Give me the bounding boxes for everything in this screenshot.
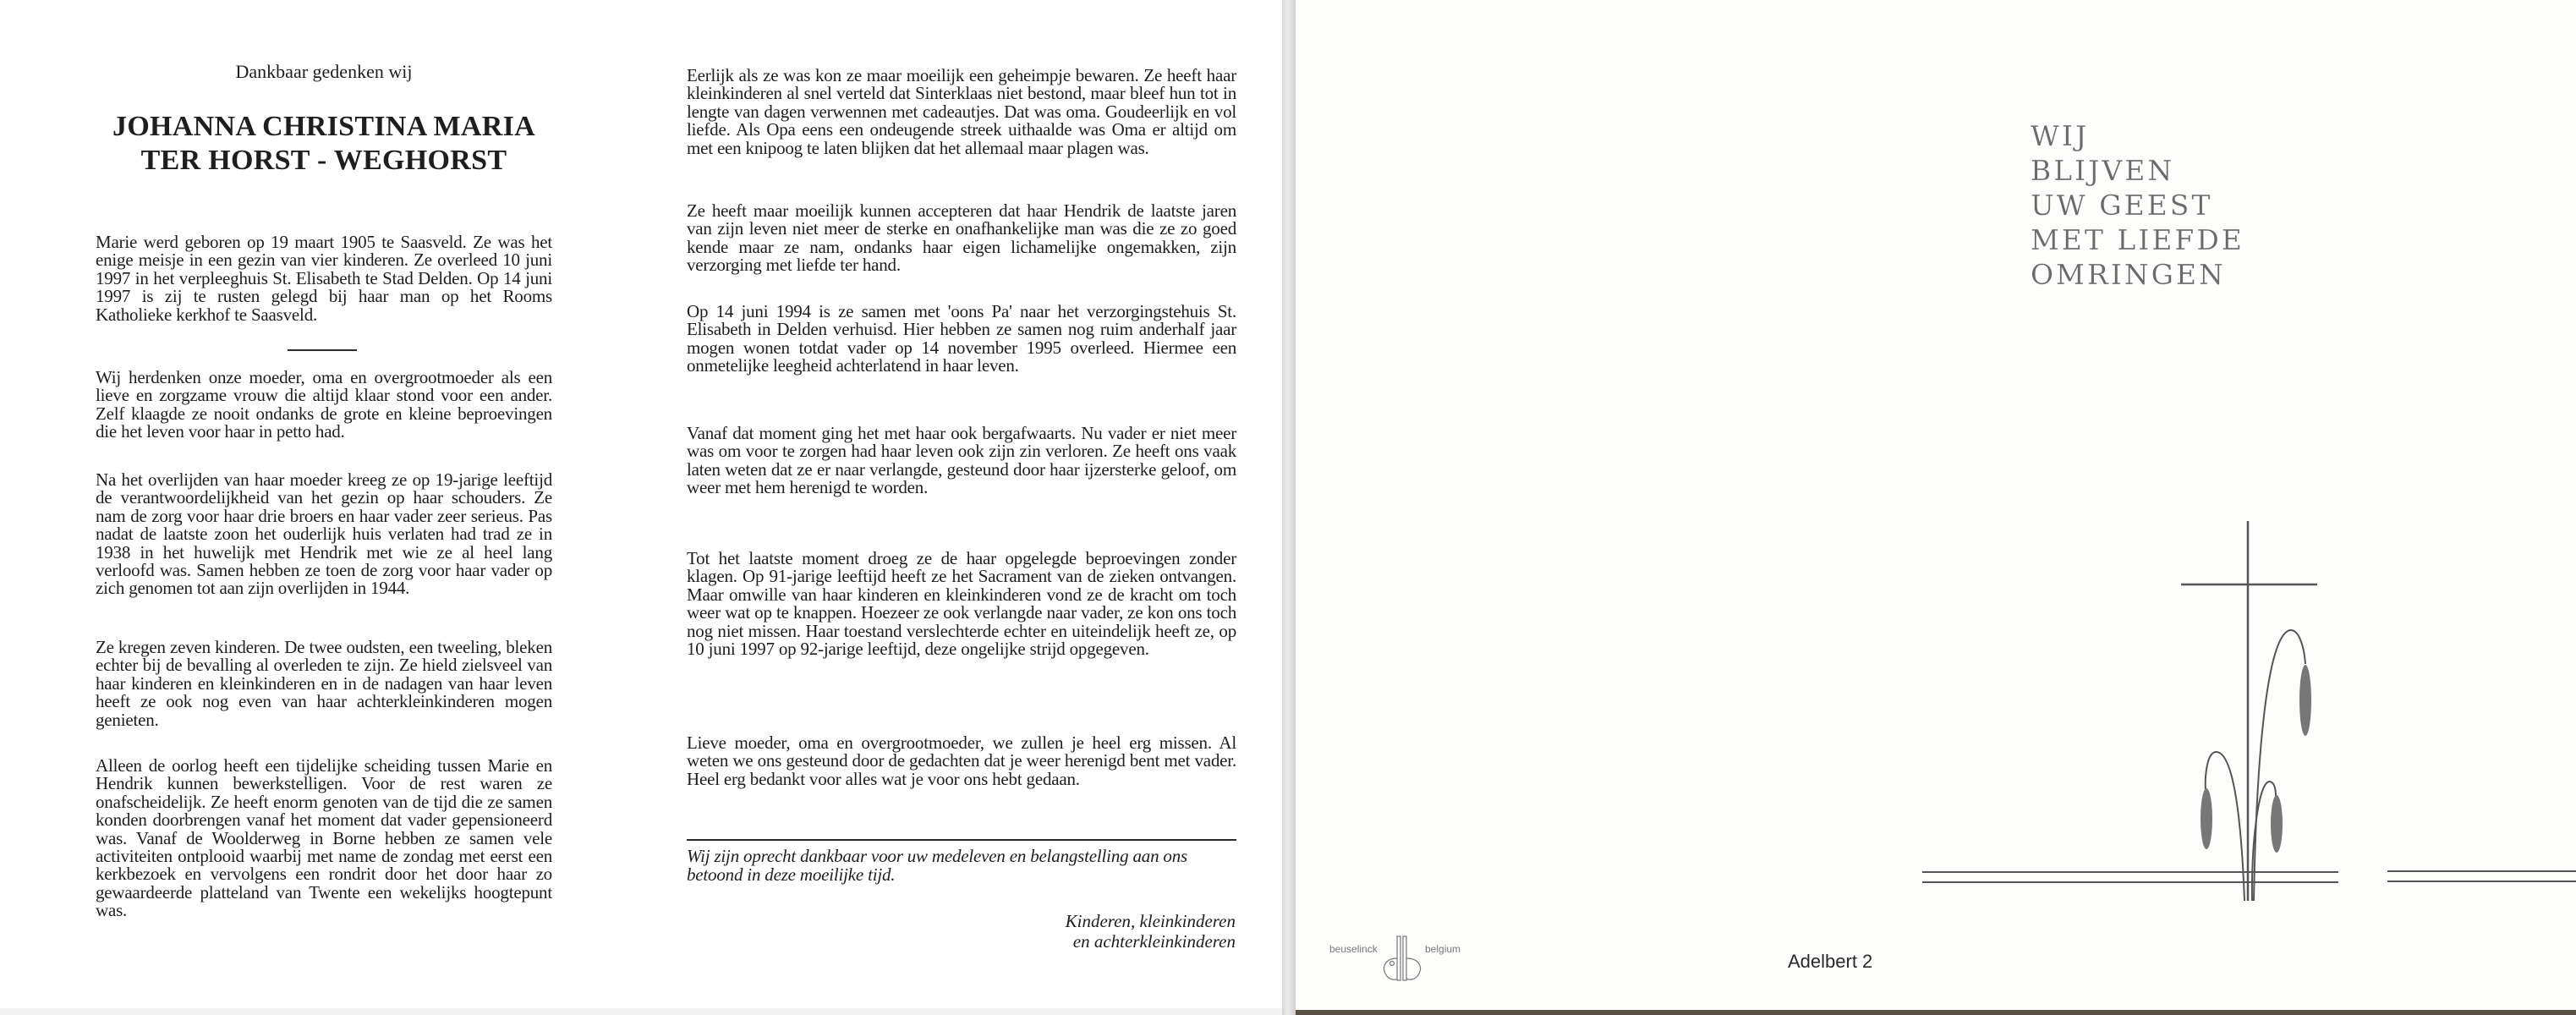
verse-line: MET LIEFDE [2031,223,2244,256]
signature-line-2: en achterkleinkinderen [1072,931,1236,952]
publisher-name: beuselinck [1329,943,1378,955]
paragraph: Lieve moeder, oma en overgrootmoeder, we zullen je heel erg missen. Al weten we ons gesteund door de gedachten dat je weer herenigd bent met vader. Heel erg bedankt voor alles wat je voor ons hebt gedaan. [687,732,1236,789]
publisher-logo [1329,935,1499,994]
verse-line: BLIJVEN [2031,154,2175,187]
wheat-stem [2254,630,2305,901]
card-model-name: Adelbert 2 [1788,951,1873,972]
wheat-ear [2299,665,2311,736]
paragraph: Vanaf dat moment ging het met haar ook bergafwaarts. Nu vader er niet meer was om voor te zorgen had haar leven ook zijn zin verloren. Ze heeft ons vaak laten weten dat ze er naar verlangde, gesteund door haar ijzersterke geloof, om weer met hem herenigd te worden. [687,423,1236,498]
name-line-1: JOHANNA CHRISTINA MARIA [112,111,535,142]
verse-line: OMRINGEN [2031,258,2226,291]
paragraph: Op 14 juni 1994 is ze samen met 'oons Pa' naar het verzorgingstehuis St. Elisabeth in Delden verhuisd. Hier hebben ze samen nog ruim anderhalf jaar mogen wonen totdat vader op 14 november 1995 overleed. Hiermee een onmetelijke leegheid achterlatend in haar leven. [687,301,1236,376]
wheat-ear [2201,788,2212,849]
paragraph: Ze kregen zeven kinderen. De twee oudsten, een tweeling, bleken echter bij de bevalling al overleden te zijn. Ze hield zielsveel van haar kinderen en kleinkinderen en in de nadagen van haar leven heeft ze ook nog even van haar achterkleinkinderen mogen genieten. [96,637,552,730]
name-line-2: TER HORST - WEGHORST [140,145,507,176]
paragraph: Ze heeft maar moeilijk kunnen accepteren dat haar Hendrik de laatste jaren van zijn leven niet meer de sterke en onafhankelijke man was die ze zo goed kende maar ze nam, ondanks haar eigen lichamelijke ongemakken, zijn verzorging met liefde ter hand. [687,200,1236,276]
wheat-ear [2271,795,2283,853]
publisher-country: belgium [1425,943,1461,955]
paragraph: Wij herdenken onze moeder, oma en overgrootmoeder als een lieve en zorgzame vrouw die altijd klaar stond voor een ander. Zelf klaagde ze nooit ondanks de grote en kleine beproevingen die het leven voor haar in petto had. [96,367,552,442]
verse-line: UW GEEST [2031,189,2213,222]
paragraph: Alleen de oorlog heeft een tijdelijke scheiding tussen Marie en Hendrik kunnen bewerkstelligen. Voor de rest waren ze onafscheidelijk. Ze heeft enorm genoten van de tijd die ze samen konden doorbrengen vanaf het moment dat vader gepensioneerd was. Vanaf de Woolderweg in Borne hebben ze samen vele activiteiten ontplooid waarbij met name de zondag met eerst een kerkbezoek en vervolgens een rondrit door het door haar zo gewaardeerde platteland van Twente een wekelijks hoogtepunt was. [96,755,552,921]
thanks-note: Wij zijn oprecht dankbaar voor uw medeleven en belangstelling aan ons betoond in deze moeilijke tijd. [687,846,1187,885]
paragraph: Eerlijk als ze was kon ze maar moeilijk een geheimpje bewaren. Ze heeft haar kleinkinderen al snel verteld dat Sinterklaas niet bestond, maar bleef hun tot in lengte van dagen verwennen met cadeautjes. Dat was oma. Goudeerlijk en vol liefde. Als Opa eens een ondeugende streek uithaalde was Oma er altijd om met een knipoog te laten blijken dat het allemaal maar plagen was. [687,65,1236,158]
paragraph: Tot het laatste moment droeg ze de haar opgelegde beproevingen zonder klagen. Op 91-jarige leeftijd heeft ze het Sacrament van de zieken ontvangen. Maar omwille van haar kinderen en kleinkinderen vond ze de kracht om toch weer wat op te knappen. Hoezeer ze ook verlangde naar vader, ze kon ons toch nog niet missen. Haar toestand verslechterde echter en uiteindelijk heeft ze, op 10 juni 1997 op 92-jarige leeftijd, deze ongelijke strijd opgegeven. [687,548,1236,660]
publisher-monogram-icon [1378,935,1426,985]
signature-line-1: Kinderen, kleinkinderen [1065,911,1236,931]
paragraph: Marie werd geboren op 19 maart 1905 te Saasveld. Ze was het enige meisje in een gezin van vier kinderen. Ze overleed 10 juni 1997 in het verpleeghuis St. Elisabeth te Stad Delden. Op 14 juni 1997 is zij te rusten gelegd bij haar man op het Rooms Katholieke kerkhof te Saasveld. [96,232,552,325]
verse-line: WIJ [2031,119,2090,152]
paragraph: Na het overlijden van haar moeder kreeg ze op 19-jarige leeftijd de verantwoordelijkheid van het gezin op haar schouders. Ze nam de zorg voor haar drie broers en haar vader zeer serieus. Pas nadat de laatste zoon het ouderlijk huis verlaten had trad ze in 1938 in het huwelijk met Hendrik met wie ze al heel lang verloofd was. Samen hebben ze toen de zorg voor haar vader op zich genomen tot aan zijn overlijden in 1944. [96,469,552,599]
intro-heading: Dankbaar gedenken wij [235,61,413,82]
